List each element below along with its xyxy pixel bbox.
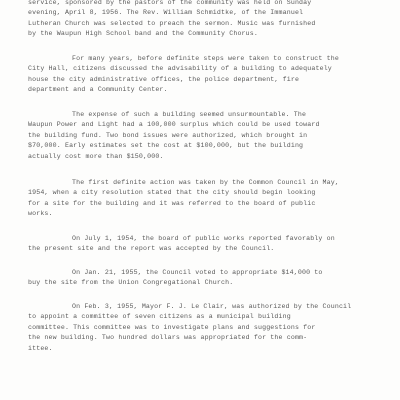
text-line: department and a Community Center. <box>28 86 168 94</box>
text-line: evening, April 8, 1956. The Rev. William Schmidtke, of the Immanuel <box>28 9 304 17</box>
text-line: On Feb. 3, 1955, Mayor F. J. Le Clair, was authorized by the Council <box>72 303 352 310</box>
text-line: by the Waupun High School band and the Community Chorus. <box>28 30 258 38</box>
text-line: On July 1, 1954, the board of public works reported favorably on <box>72 235 335 242</box>
text-line: 1954, when a city resolution stated that the city should begin looking <box>28 189 316 197</box>
text-line: committee. This committee was to investigate plans and suggestions for <box>28 323 316 331</box>
text-line: the present site and the report was accepted by the Council. <box>28 245 275 253</box>
text-line: works. <box>28 210 53 218</box>
text-line: to appoint a committee of seven citizens as a municipal building <box>28 313 291 321</box>
text-line: For many years, before definite steps were taken to construct the <box>72 55 339 62</box>
text-line: ittee. <box>28 344 53 352</box>
text-line: house the city administrative offices, the police department, fire <box>28 75 300 83</box>
text-line: Lutheran Church was selected to preach the sermon. Music was furnished <box>28 19 316 27</box>
text-line: buy the site from the Union Congregational Church. <box>28 279 234 287</box>
text-line: the building fund. Two bond issues were authorized, which brought in <box>28 131 308 139</box>
text-line: for a site for the building and it was referred to the board of public <box>28 199 316 207</box>
text-line: Waupun Power and Light had a 100,000 surplus which could be used toward <box>28 121 320 129</box>
paragraph-building-expense <box>28 110 390 162</box>
paragraph-dedication-service <box>28 0 390 40</box>
paragraph-site-report <box>28 234 390 255</box>
text-line: service, sponsored by the pastors of the community was held on Sunday <box>28 0 312 6</box>
paragraph-site-purchase <box>28 268 390 289</box>
paragraph-city-hall-need <box>28 54 390 96</box>
text-line: actually cost more than $150,000. <box>28 152 164 160</box>
text-line: The first definite action was taken by the Common Council in May, <box>72 179 339 186</box>
paragraph-building-committee <box>28 302 390 354</box>
text-line: City Hall, citizens discussed the advisability of a building to adequately <box>28 65 332 73</box>
text-line: The expense of such a building seemed unsurmountable. The <box>72 111 307 118</box>
text-line: the new building. Two hundred dollars was appropriated for the comm- <box>28 334 308 342</box>
text-line: On Jan. 21, 1955, the Council voted to appropriate $14,000 to <box>72 269 323 276</box>
text-line: $70,000. Early estimates set the cost at $100,000, but the building <box>28 142 304 150</box>
paragraph-first-action <box>28 178 390 220</box>
